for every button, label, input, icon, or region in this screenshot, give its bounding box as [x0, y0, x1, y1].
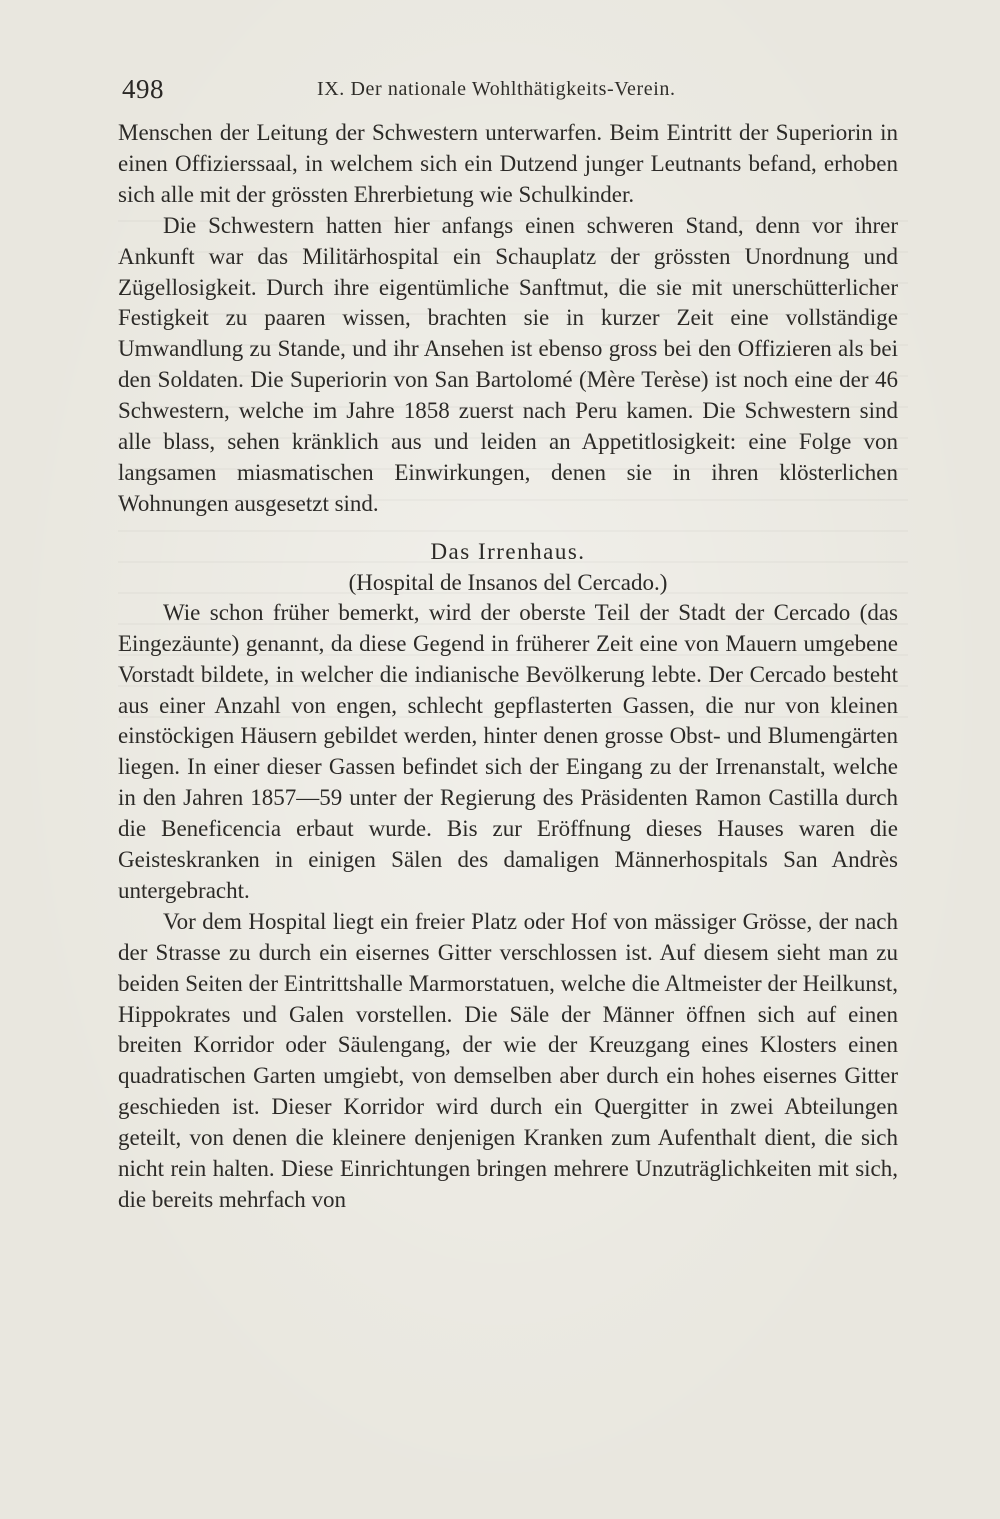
section-subheading: (Hospital de Insanos del Cercado.) — [348, 569, 668, 595]
paragraph-cercado: Wie schon früher bemerkt, wird der oberste Teil der Stadt der Cercado (das Eingezäunte) genannt, da diese Gegend in früherer Zeit eine von Mauern umgebene Vorstadt bildete, in welcher die indianische Bevölkerung lebte. Der Cercado besteht aus einer Anzahl von engen, schlecht gepflasterten Gassen, die nur von kleinen einstöckigen Häusern gebildet werden, hinter denen grosse Obst- und Blumengärten liegen. In einer dieser Gassen befindet sich der Eingang zu der Irrenanstalt, welche in den Jahren 1857—59 unter der Regierung des Präsidenten Ramon Castilla durch die Beneficencia erbaut wurde. Bis zur Eröffnung dieses Hauses waren die Geisteskranken in einigen Sälen des damaligen Männerhospitals San Andrès untergebracht. — [118, 599, 898, 903]
running-title: IX. Der nationale Wohlthätigkeits-Verein. — [317, 78, 676, 100]
paragraph-continuation: Menschen der Leitung der Schwestern unterwarfen. Beim Eintritt der Superiorin in einen Offizierssaal, in welchem sich ein Dutzend junger Leutnants befand, erhoben sich alle mit der grössten Ehrerbietung wie Schulkinder. — [118, 120, 898, 207]
body-text — [118, 118, 898, 1216]
section-heading: Das Irrenhaus. — [430, 538, 586, 564]
paragraph-sisters: Die Schwestern hatten hier anfangs einen schweren Stand, denn vor ihrer Ankunft war das Militärhospital ein Schauplatz der grössten Unordnung und Zügellosigkeit. Durch ihre eigentümliche Sanftmut, die sie mit unerschütterlicher Festigkeit zu paaren wissen, brachten sie in kurzer Zeit eine vollständige Umwandlung zu Stande, und ihr Ansehen ist ebenso gross bei den Offizieren als bei den Soldaten. Die Superiorin von San Bartolomé (Mère Terèse) ist noch eine der 46 Schwestern, welche im Jahre 1858 zuerst nach Peru kamen. Die Schwestern sind alle blass, sehen kränklich aus und leiden an Appetitlosigkeit: eine Folge von langsamen miasmatischen Einwirkungen, denen sie in ihren klösterlichen Wohnungen ausgesetzt sind. — [118, 212, 898, 516]
running-header — [120, 70, 900, 110]
page-number: 498 — [122, 74, 164, 104]
paragraph-hospital: Vor dem Hospital liegt ein freier Platz oder Hof von mässiger Grösse, der nach der Strasse zu durch ein eisernes Gitter verschlossen ist. Auf diesem sieht man zu beiden Seiten der Eintrittshalle Marmorstatuen, welche die Altmeister der Heilkunst, Hippokrates und Galen vorstellen. Die Säle der Männer öffnen sich auf einen breiten Korridor oder Säulengang, der wie der Kreuzgang eines Klosters einen quadratischen Garten umgiebt, von demselben aber durch ein hohes eisernes Gitter geschieden ist. Dieser Korridor wird durch ein Quergitter in zwei Abteilungen geteilt, von denen die kleinere denjenigen Kranken zum Aufenthalt dient, die sich nicht rein halten. Diese Einrichtungen bringen mehrere Unzuträglichkeiten mit sich, die bereits mehrfach von — [118, 908, 898, 1212]
